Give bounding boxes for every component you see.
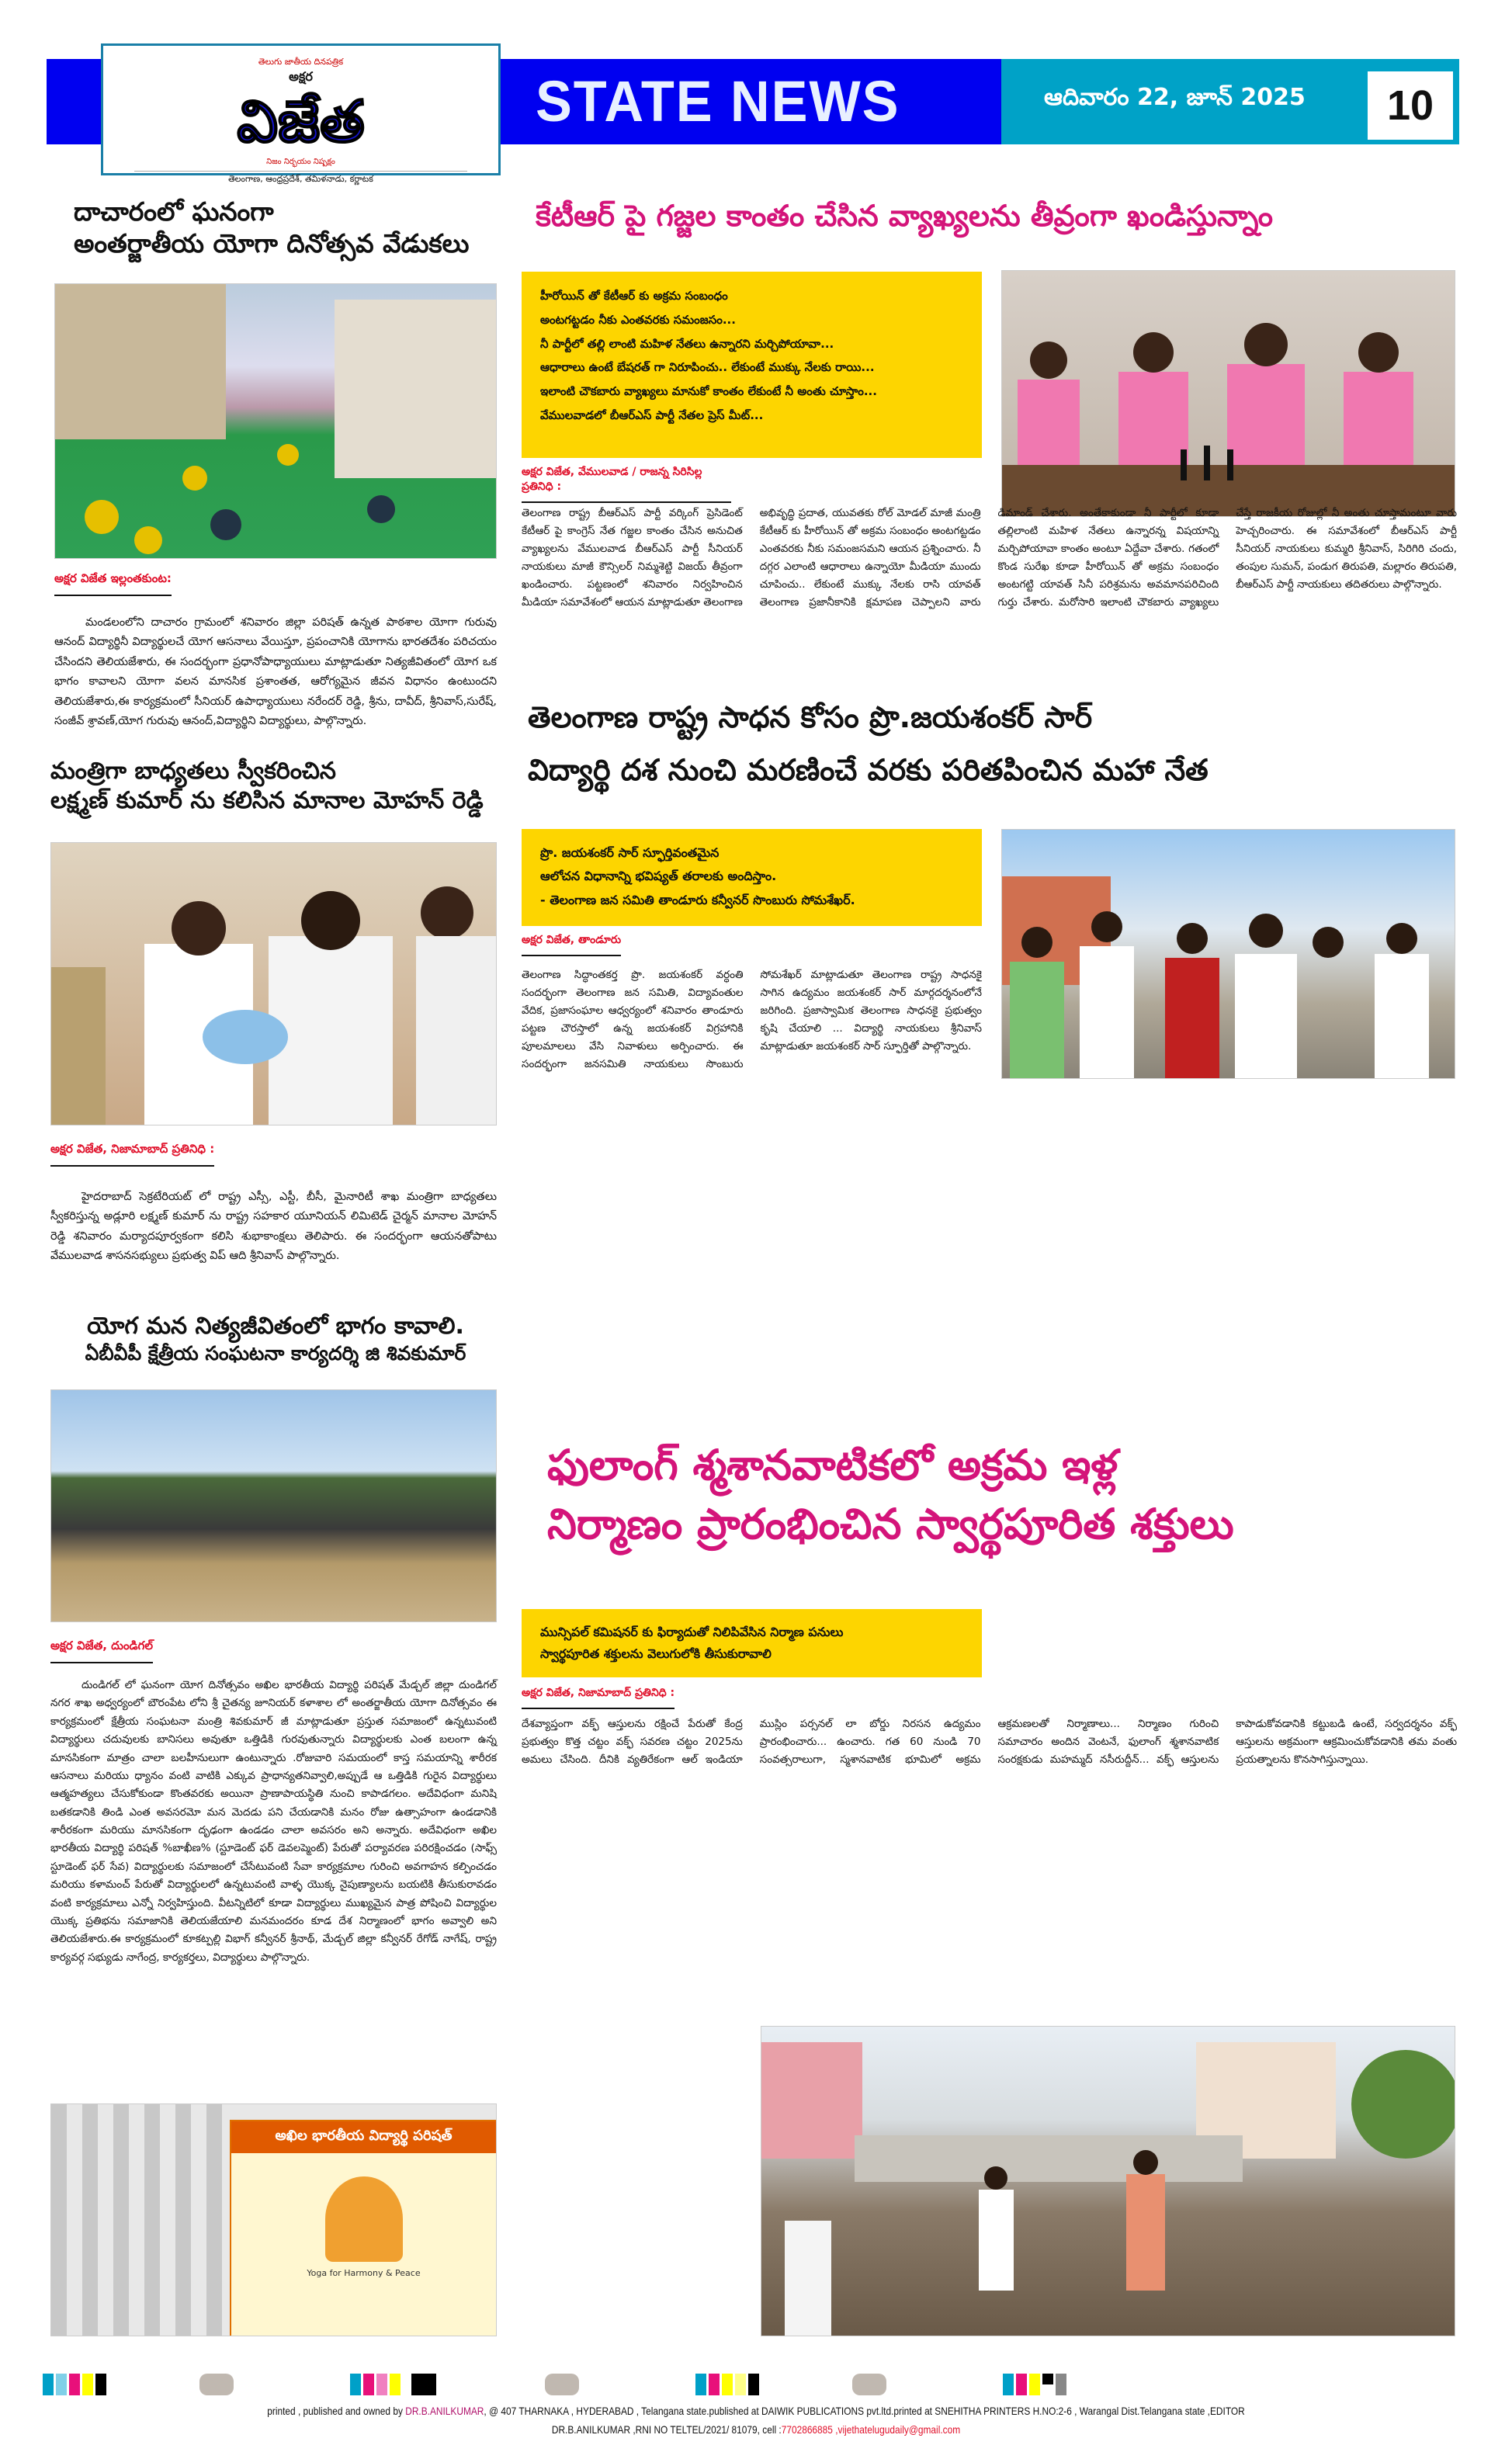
banner-title: అఖిల భారతీయ విద్యార్థి పరిషత్ <box>231 2121 496 2153</box>
dateline-laxman-kumar <box>50 1141 214 1167</box>
photo-jayashankar-tribute <box>1001 829 1455 1079</box>
owner-name: DR.B.ANILKUMAR <box>405 2405 484 2417</box>
highlight-line: - తెలంగాణ జన సమితి తాండూరు కన్వీనర్ సొంబురు సోమశేఖర్. <box>540 892 855 907</box>
article-body: హైదరాబాద్ సెక్రటేరియట్ లో రాష్ట్ర ఎస్సీ, ఎస్టీ, బీసీ, మైనారిటీ శాఖ మంత్రిగా బాధ్యతలు స్వీకరిస్తున్న అడ్లూరి లక్ష్మణ్ కుమార్ ను రాష్ట్ర సహకార యూనియన్ లిమిటెడ్ చైర్మన్ మానాల మోహన్ రెడ్డి శనివారం మర్యాదపూర్వకంగా కలిసి శుభాకాంక్షలు తెలిపారు. ఈ సందర్భంగా ఆయనతోపాటు వేములవాడ శాసనసభ్యులు ప్రభుత్వ విప్ ఆది శ్రీనివాస్ పాల్గొన్నారు. <box>50 1191 497 1263</box>
headline-line: లక్ష్మణ్ కుమార్ ను కలిసిన మానాల మోహన్ రెడ్డి <box>50 786 484 814</box>
highlight-line: హీరోయిన్ తో కేటీఆర్ కు అక్రమ సంబంధం <box>540 289 728 303</box>
article-body: దేశవ్యాప్తంగా వక్ఫ్ ఆస్తులను రక్షించే పేరుతో కేంద్ర ప్రభుత్వం కొత్త చట్టం వక్ఫ్ సవరణ చట్టం 2025ను అమలు చేసింది. దీనికి వ్యతిరేకంగా ఆల్ ఇండియా ముస్లిం పర్సనల్ లా బోర్డు నిరసన ఉద్యమం ప్రారంభించారు... ఉంచారు. గత 60 నుండి 70 సంవత్సరాలుగా, స్మశానవాటిక భూమిలో అక్రమ ఆక్రమణలతో నిర్మాణాలు... నిర్మాణం గురించి సమాచారం అందిన వెంటనే, ఫులాంగ్ శ్మశానవాటిక సంరక్షకుడు మహమ్మద్ నసీరుద్దీన్... వక్ఫ్ ఆస్తులను కాపాడుకోవడానికి కట్టుబడి ఉంటే, సర్వదర్శనం వక్ఫ్ ఆస్తులను అక్రమంగా ఆక్రమించుకోవడానికి తమ వంతు ప్రయత్నాలను కొనసాగిస్తున్నాయి. <box>522 1718 1457 1766</box>
dateline-text: అక్షర విజేత, నిజామాబాద్ ప్రతినిధి : <box>50 1142 214 1167</box>
photo-construction-site <box>761 2026 1455 2336</box>
photo-illustration <box>55 284 497 559</box>
article-body: మండలంలోని దాచారం గ్రామంలో శనివారం జిల్లా పరిషత్ ఉన్నత పాఠశాల యోగా గురువు ఆనంద్ విద్యార్థినీ విద్యార్థులచే యోగ ఆసనాలు వేయిస్తూ, ప్రపంచానికి యోగాను భారతదేశం పరిచయం చేసిందని తెలియజేశారు, ఈ సందర్భంగా ప్రధానోపాధ్యాయులు మాట్లాడుతూ నిత్యజీవితంలో యోగ ఒక భాగం కావాలని యోగా వలన మానసిక ప్రశాంతత, ఆరోగ్యమైన జీవన విధానం ఉంటుందని తెలియజేశారు,ఈ కార్యక్రమంలో సీనియర్ ఉపాధ్యాయులు నరేందర్ రెడ్డి, శ్రీను, దావీద్, శ్రీనివాస్,సురేష్, సంజీవ్ శ్రావణ్,యోగ గురువు ఆనంద్,విద్యార్థిని విద్యార్థులు, పాల్గొన్నారు. <box>54 616 497 727</box>
photo-students-yoga <box>54 283 497 559</box>
dateline-text: అక్షర విజేత, దుండిగల్ <box>50 1639 153 1663</box>
headline-ktr: కేటీఆర్ పై గజ్జల కాంతం చేసిన వ్యాఖ్యలను తీవ్రంగా ఖండిస్తున్నాం <box>536 199 1274 233</box>
logo-tagline: తెలుగు జాతీయ దినపత్రిక <box>258 57 344 67</box>
highlight-line: ప్రొ. జయశంకర్ సార్ స్ఫూర్తివంతమైన <box>540 845 720 860</box>
highlight-box-ktr <box>522 272 982 458</box>
logo-name: విజేత <box>237 88 365 155</box>
section-title: STATE NEWS <box>536 69 900 134</box>
page-number: 10 <box>1368 71 1453 140</box>
highlight-box-jayashankar <box>522 829 982 926</box>
photo-abvp-yoga-banner <box>50 2103 497 2336</box>
highlight-line: ఇలాంటి చౌకబారు వ్యాఖ్యలు మానుకో కాంతం లేకుంటే నీ అంతు చూస్తాం... <box>540 384 877 398</box>
highlight-line: వేములవాడలో బీఆర్ఎస్ పార్టీ నేతల ప్రెస్ మీట్... <box>540 408 764 422</box>
headline-abvp-yoga <box>50 1312 501 1365</box>
headline-line: దాచారంలో ఘనంగా <box>74 196 274 227</box>
highlight-line: మున్సిపల్ కమిషనర్ కు ఫిర్యాదుతో నిలిపివేసిన నిర్మాణ పనులు <box>540 1625 844 1639</box>
headline-jayashankar <box>528 691 1209 797</box>
issue-date: ఆదివారం 22, జూన్ 2025 <box>1044 84 1306 111</box>
yoga-figure-icon <box>325 2176 403 2262</box>
footer-contact <box>113 2423 1399 2436</box>
dateline-abvp-yoga <box>50 1638 153 1663</box>
photo-illustration <box>1002 830 1455 1079</box>
dateline-text: అక్షర విజేత, తాండూరు <box>522 934 621 956</box>
banner-subtitle: Yoga for Harmony & Peace <box>307 2268 421 2278</box>
photo-mass-yoga-ground <box>50 1389 497 1622</box>
headline-line: ఏబీవీపీ క్షేత్రీయ సంఘటనా కార్యదర్శి జి శివకుమార్ <box>85 1341 466 1365</box>
headline-line: నిర్మాణం ప్రారంభించిన స్వార్థపూరిత శక్తులు <box>547 1499 1234 1549</box>
photo-illustration <box>761 2027 1455 2336</box>
photo-illustration <box>51 843 497 1125</box>
article-body: తెలంగాణ సిద్ధాంతకర్త ప్రొ. జయశంకర్ వర్ధంతి సందర్భంగా తెలంగాణ జన సమితి, విద్యావంతుల వేదిక, ప్రజాసంఘాల ఆధ్వర్యంలో శనివారం తాండూరు పట్టణ చౌరస్తాలో ఉన్న జయశంకర్ విగ్రహానికి పూలమాలలు వేసి నివాళులు అర్పించారు. ఈ సందర్భంగా జనసమితి నాయకులు సొంబురు సోమశేఖర్ మాట్లాడుతూ తెలంగాణ రాష్ట్ర సాధనకై సాగిన ఉద్యమం జయశంకర్ సార్ మార్గదర్శనంలోనే జరిగింది. ప్రజాస్వామిక తెలంగాణ సాధనకై ప్రభుత్వం కృషి చేయాలి ... విద్యార్థి నాయకులు శ్రీనివాస్ మాట్లాడుతూ జయశంకర్ సార్ స్ఫూర్తితో పాల్గొన్నారు. <box>522 969 982 1070</box>
footer-imprint <box>113 2405 1399 2417</box>
contact-info: 7702866885 ,vijethatelugudaily@gmail.com <box>781 2423 961 2436</box>
highlight-line: స్వార్థపూరిత శక్తులను వెలుగులోకి తీసుకురావాలి <box>540 1646 772 1661</box>
registration-text: DR.B.ANILKUMAR ,RNI NO TELTEL/2021/ 81079, cell : <box>551 2423 782 2436</box>
headline-line: మంత్రిగా బాధ్యతలు స్వీకరించిన <box>50 758 336 785</box>
headline-phulang <box>547 1436 1234 1553</box>
dateline-yoga-dacharam <box>54 571 172 596</box>
imprint-text: printed , published and owned by <box>267 2405 406 2417</box>
photo-minister-meeting <box>50 842 497 1125</box>
highlight-line: అంటగట్టడం నీకు ఎంతవరకు సమంజసం... <box>540 312 736 327</box>
highlight-box-phulang <box>522 1609 982 1677</box>
headline-line: తెలంగాణ రాష్ట్ర సాధన కోసం ప్రొ.జయశంకర్ సార్ <box>528 700 1093 734</box>
highlight-line: నీ పార్టీలో తల్లి లాంటి మహిళ నేతలు ఉన్నారని మర్చిపోయావా... <box>540 336 834 351</box>
dateline-text: అక్షర విజేత ఇల్లంతకుంట: <box>54 571 172 596</box>
headline-line: అంతర్జాతీయ యోగా దినోత్సవ వేడుకలు <box>74 228 470 259</box>
headline-yoga-dacharam <box>74 196 508 260</box>
dateline-jayashankar <box>522 931 621 956</box>
highlight-line: ఆలోచన విధానాన్ని భవిష్యత్ తరాలకు అందిస్తాం. <box>540 869 777 884</box>
article-body: దుండిగల్ లో ఘనంగా యోగ దినోత్సవం అఖిల భారతీయ విద్యార్థి పరిషత్ మేడ్చల్ జిల్లా దుండిగల్ నగర శాఖ అధ్వర్యంలో బౌరంపేట లోని శ్రీ చైతన్య జూనియర్ కళాశాల లో అంతర్జాతీయ యోగా దినోత్సవం ఈ కార్యక్రమంలో క్షేత్రీయ సంఘటనా మంత్రి శివకుమార్ జీ మాట్లాడుతూ ప్రస్తుత సమాజంలో ఉన్నటువంటి విద్యార్థులు చదువులకు బానిసలు అవుతూ ఒత్తిడికి గురవుతున్నారు విద్యార్థులకు ఎంత బలంగా ఉన్న మానసికంగా మాత్రం చాలా బలహీనులుగా ఉంటున్నారు .రోజువారి సమయంలో కాస్త సమయాన్ని శారీరక ఆసనాలు మరియు ధ్యానం వంటి వాటికి ఎక్కువ ప్రాధాన్యతనివ్వాలి,అప్పుడే ఆ ఒత్తిడికి గురైన విద్యార్థులు ఆత్మహత్యలు చేసుకోకుండా కొంతవరకు అయినా ప్రాణాపాయస్థితి నుంచి కాపాడగలం. అదేవిధంగా మనిషి బతకడానికి తిండి ఎంత అవసరమో మన మెదడు పని చేయడానికి మనం రోజు ఉత్సాహంగా ఉండడానికి శారీరకంగా మరియు మానసికంగా దృఢంగా ఉండడం చాలా అవసరం అని అన్నారు. అదేవిధంగా అఖిల భారతీయ విద్యార్థి పరిషత్ %బాఖీణ% (స్టూడెంట్ ఫర్ డెవలప్మెంట్) పేరుతో పర్యావరణ పరిరక్షించడం (సాఫ్స్ స్టూడెంట్ ఫర్ సేవ) విద్యార్థులకు సమాజంలో చేసేటువంటి సేవా కార్యక్రమాల గురించి అవగాహన కల్పించడం మరియు కళామంచ్ పేరుతో విద్యార్థులలో ఉన్నటువంటి వాళ్ళ యొక్క నైపుణ్యాలను బయటికి తీసుకురావడం వంటి కార్యక్రమాలు ఎన్నో నిర్వహిస్తుంది. వీటన్నిటిలో కూడా విద్యార్థులు ముఖ్యమైన పాత్ర పోషించి విద్యార్థుల యొక్క ప్రతిభను సమాజానికి తెలియజేయాలి మనమందరం కూడ దేశ నిర్మాణంలో భాగం అవ్వాలి అని తెలియజేశారు.ఈ కార్యక్రమంలో కూకట్పల్లి విభాగ్ కన్వీనర్ శ్రీనాథ్, మేడ్చల్ జిల్లా కన్వీనర్ రేగోడ్ నాగేష్, రాష్ట్ర కార్యవర్గ సభ్యుడు నాగేంద్ర, కార్యకర్తలు, విద్యార్థులు పాల్గొన్నారు. <box>50 1679 497 1964</box>
headline-line: యోగ మన నిత్యజీవితంలో భాగం కావాలి. <box>87 1313 464 1340</box>
dateline-text: అక్షర విజేత, నిజామాబాద్ ప్రతినిధి : <box>522 1687 675 1709</box>
yoga-banner <box>230 2120 497 2336</box>
photo-gate <box>51 2104 230 2336</box>
headline-laxman-kumar <box>50 757 501 815</box>
highlight-line: ఆధారాలు ఉంటే బేషరత్ గా నిరూపించు.. లేకుంటే ముక్కు నేలకు రాయి... <box>540 360 875 375</box>
dateline-text: అక్షర విజేత, వేములవాడ / రాజన్న సిరిసిల్ల ప్రతినిధి : <box>522 466 731 503</box>
logo-motto: నిజం నిర్భయం నిష్పక్షం <box>266 158 335 166</box>
headline-line: ఫులాంగ్ శ్మశానవాటికలో అక్రమ ఇళ్ల <box>547 1441 1118 1490</box>
article-body: తెలంగాణ రాష్ట్ర బీఆర్ఎస్ పార్టీ వర్కింగ్ ప్రెసిడెంట్ కేటీఆర్ పై కాంగ్రెస్ నేత గజ్జల కాంతం చేసిన అనుచిత వ్యాఖ్యలను వేములవాడ బీఆర్ఎస్ పార్టీ సీనియర్ నాయకులు మాజీ కౌన్సిలర్ నిమ్మశెట్టి విజయ్ తీవ్రంగా ఖండించారు. పట్టణంలో శనివారం నిర్వహించిన మీడియా సమావేశంలో ఆయన మాట్లాడుతూ తెలంగాణ అభివృద్ధి ప్రదాత, యువతకు రోల్ మోడల్ మాజీ మంత్రి కేటీఆర్ కు హీరోయిన్ తో అక్రమ సంబంధం అంటగట్టడం ఎంతవరకు నీకు సమంజసమని ఆయన ప్రశ్నించారు. నీ దగ్గర ఎలాంటి ఆధారాలు ఉన్నాయో మీడియా ముందు చూపించు.. లేకుంటే ముక్కు నేలకు రాసి యావత్ తెలంగాణ ప్రజానీకానికి క్షమాపణ చెప్పాలని వారు డిమాండ్ చేశారు. అంతేకాకుండా నీ పార్టీలో కూడా తల్లిలాంటి మహిళ నేతలు ఉన్నారన్న విషయాన్ని మర్చిపోయావా కాంతం అంటూ ఏద్దేవా చేశారు. గతంలో కొండ సురేఖ కూడా హీరోయిన్ తో అక్రమ సంబంధం అంటగట్టి యావత్ సినీ పరిశ్రమను అవమానపరిచింది గుర్తు చేశారు. మరోసారి ఇలాంటి చౌకబారు వ్యాఖ్యలు చేస్తే రాజకీయ రోజుల్లో నీ అంతు చూస్తామంటూ వారు హెచ్చరించారు. ఈ సమావేశంలో బీఆర్ఎస్ పార్టీ సీనియర్ నాయకులు కుమ్మరి శ్రీనివాస్, సిరిగిరి చందు, తంపుల సుమన్, పండుగ తిరుపతి, మల్లారం తిరుపతి, బీఆర్ఎస్ పార్టీ నాయకులు తదితరులు పాల్గొన్నారు. <box>522 507 1457 609</box>
logo-prefix: అక్షర <box>289 69 313 84</box>
imprint-text: , @ 407 THARNAKA , HYDERABAD , Telangana state.published at DAIWIK PUBLICATIONS pvt.ltd.printed at SNEHITHA PRINTERS H.NO:2-6 , Warangal Dist.Telangana state ,EDITOR <box>484 2405 1245 2417</box>
color-registration-marks <box>43 2374 1066 2395</box>
headline-line: విద్యార్థి దశ నుంచి మరణించే వరకు పరితపించిన మహా నేత <box>528 753 1209 788</box>
newspaper-logo <box>101 43 501 184</box>
logo-states: తెలంగాణ, ఆంధ్రప్రదేశ్, తమిళనాడు, కర్ణాటక <box>134 171 467 186</box>
